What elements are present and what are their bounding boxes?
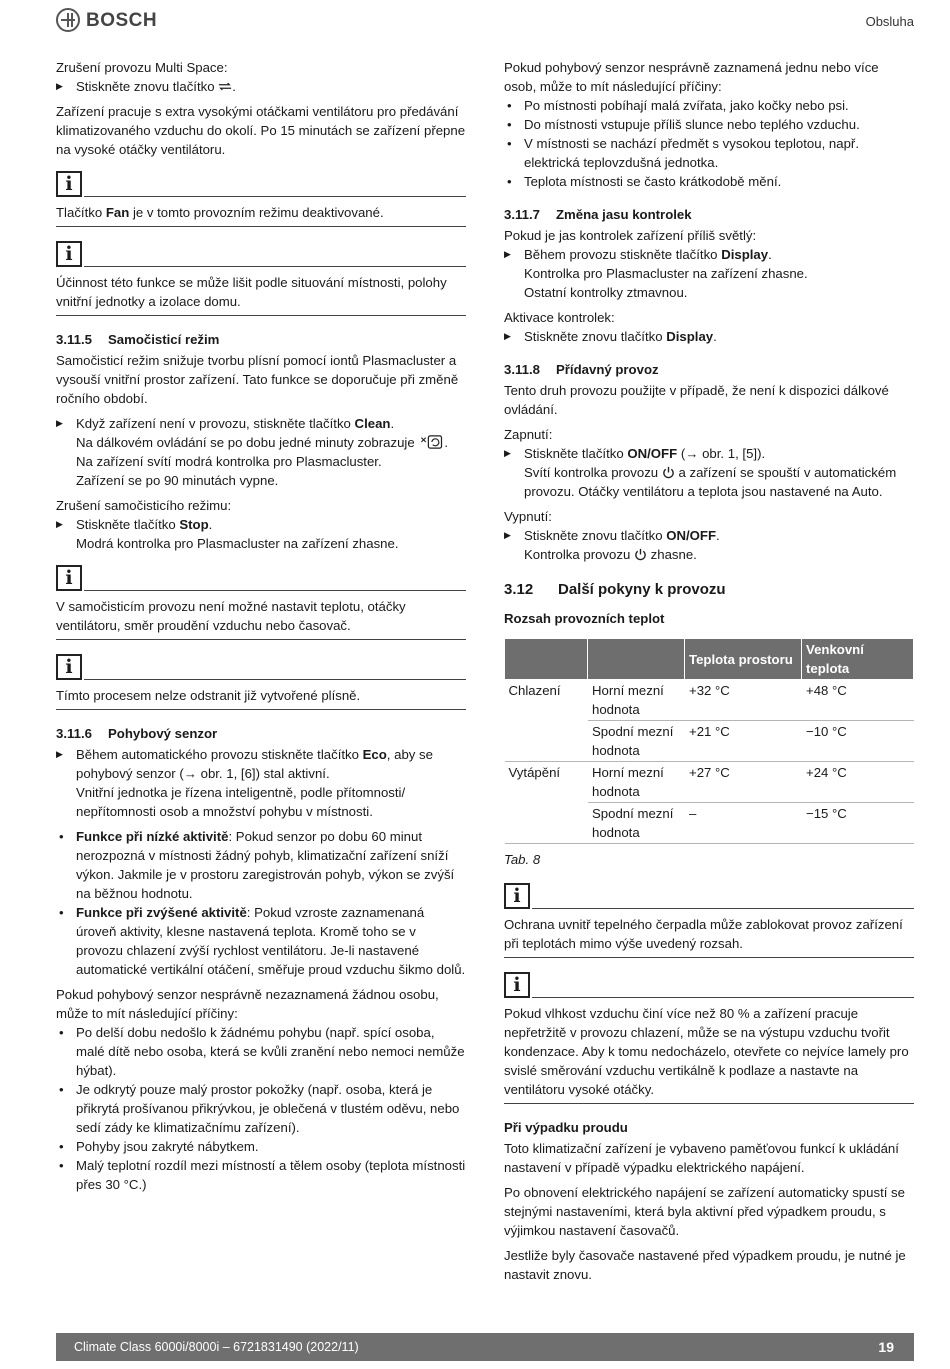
table-cell: Spodní mezní hodnota (588, 721, 685, 762)
info-text: Účinnost této funkce se může lišit podle situování místnosti, polohy vnitřní jednotky a izolace domu. (56, 267, 466, 316)
info-box-protection (504, 883, 914, 958)
power-failure-title: Při výpadku proudu (504, 1120, 628, 1135)
left-column (56, 58, 466, 1200)
power-failure-text: Jestliže byly časovače nastavené před výpadkem proudu, je nutné je nastavit znovu. (504, 1248, 906, 1282)
table-cell: – (685, 803, 802, 844)
info-text: Ochrana uvnitř tepelného čerpadla může zablokovat provoz zařízení při teplotách mimo výše uvedený rozsah. (504, 909, 914, 958)
temperature-range-table (504, 638, 914, 844)
section-heading-3-11-7: 3.11.7 Změna jasu kontrolek (504, 207, 692, 222)
motion-false-intro: Pokud pohybový senzor nesprávně zaznamená jednu nebo více osob, může to mít následující příčiny: (504, 60, 879, 94)
right-column (504, 58, 914, 1290)
brightness-step: ▶ Během provozu stiskněte tlačítko Display. Kontrolka pro Plasmacluster na zařízení zhasne. Ostatní kontrolky ztmavnou. (504, 245, 914, 302)
aux-off-steps (504, 526, 914, 564)
brightness-steps (504, 245, 914, 302)
info-box-mold (56, 654, 466, 710)
section-heading-3-11-8: 3.11.8 Přídavný provoz (504, 362, 659, 377)
table-cell: Horní mezní hodnota (588, 762, 685, 803)
self-clean-intro: Samočisticí režim snižuje tvorbu plísní pomocí iontů Plasmacluster a vysouší vnitřní prostor zařízení. Tato funkce se doporučuje při změně ročního období. (56, 353, 459, 406)
power-icon (662, 466, 675, 479)
power-failure-text: Po obnovení elektrického napájení se zařízení automaticky spustí se stejnými nastaveními, která byla aktivní před výpadkem proudu, s výjimkou nastavení časovačů. (504, 1185, 905, 1238)
table-cell: +24 °C (802, 762, 914, 803)
section-heading-3-12: 3.12 Další pokyny k provozu (504, 581, 726, 598)
motion-false-causes (504, 96, 914, 191)
info-icon: i (504, 883, 530, 909)
table-cell: +21 °C (685, 721, 802, 762)
multispace-cancel-label: Zrušení provozu Multi Space: (56, 60, 228, 75)
table-header-cell: Teplota prostoru (685, 639, 802, 680)
table-header-cell: Venkovní teplota (802, 639, 914, 680)
brightness-activate-label: Aktivace kontrolek: (504, 310, 615, 325)
motion-sensor-steps (56, 745, 466, 821)
brightness-activate-step: ▶ Stiskněte znovu tlačítko Display. (504, 327, 914, 346)
footer-text: Climate Class 6000i/8000i – 6721831490 (2022/11) (74, 1340, 359, 1354)
info-icon: i (56, 565, 82, 591)
table-cell (505, 721, 588, 762)
table-cell: Horní mezní hodnota (588, 680, 685, 721)
table-header-cell (588, 639, 685, 680)
table-cell: Vytápění (505, 762, 588, 803)
power-icon (634, 548, 647, 561)
motion-sensor-functions (56, 827, 466, 979)
info-icon: i (56, 654, 82, 680)
list-item: • Do místnosti vstupuje příliš slunce nebo teplého vzduchu. (504, 115, 914, 134)
table-row (505, 762, 914, 803)
table-cell: +27 °C (685, 762, 802, 803)
section-label: Obsluha (865, 14, 914, 29)
self-clean-cancel-steps (56, 515, 466, 553)
brand-name: BOSCH (86, 9, 158, 31)
section-heading-3-11-5: 3.11.5 Samočisticí režim (56, 332, 220, 347)
page-header (56, 6, 914, 36)
table-row (505, 721, 914, 762)
list-item: • Funkce při zvýšené aktivitě: Pokud vzroste zaznamenaná úroveň aktivity, klesne nastavená teplota. Kromě toho se v provozu chlazení zvýší rychlost ventilátoru. Je-li nastavené automatické vertikální otáčení, směřuje proud vzduchu šikmo dolů. (56, 903, 466, 979)
table-header-row (505, 639, 914, 680)
info-box-efficiency (56, 241, 466, 316)
multispace-button-icon (218, 80, 232, 93)
motion-miss-intro: Pokud pohybový senzor nesprávně nezaznamená žádnou osobu, může to mít následující příčiny: (56, 987, 439, 1021)
aux-off-step: ▶ Stiskněte znovu tlačítko ON/OFF. Kontrolka provozu zhasne. (504, 526, 914, 564)
multispace-text: Zařízení pracuje s extra vysokými otáčkami ventilátoru pro předávání klimatizovaného vzduchu do okolí. Po 15 minutách se zařízení přepne na vysoké otáčky ventilátoru. (56, 104, 466, 157)
page-footer (56, 1333, 914, 1361)
power-failure-text: Toto klimatizační zařízení je vybaveno paměťovou funkcí k ukládání nastavení v případě výpadku elektrického napájení. (504, 1141, 899, 1175)
table-row (505, 680, 914, 721)
info-text: Tímto procesem nelze odstranit již vytvořené plísně. (56, 680, 466, 710)
list-item: • Po delší dobu nedošlo k žádnému pohybu (např. spící osoba, malé dítě nebo osoba, která se kvůli zranění nebo nemoci nemůže hýbat). (56, 1023, 466, 1080)
info-icon: i (56, 171, 82, 197)
info-box-self-clean (56, 565, 466, 640)
table-cell: −15 °C (802, 803, 914, 844)
table-cell: −10 °C (802, 721, 914, 762)
aux-off-label: Vypnutí: (504, 509, 552, 524)
bosch-armature-icon (56, 8, 80, 32)
bosch-logo (56, 8, 157, 32)
page-number: 19 (878, 1339, 894, 1355)
aux-on-step: ▶ Stiskněte tlačítko ON/OFF (→ obr. 1, [5]). Svítí kontrolka provozu a zařízení se spouští v automatickém provozu. Otáčky ventilátoru a teplota jsou nastavené na Auto. (504, 444, 914, 501)
list-item: • V místnosti se nachází předmět s vysokou teplotou, např. elektrická teplovzdušná jednotka. (504, 134, 914, 172)
motion-sensor-step: ▶ Během automatického provozu stiskněte tlačítko Eco, aby se pohybový senzor (→ obr. 1, [6]) stal aktivní. Vnitřní jednotka je řízena inteligentně, podle přítomnosti/ nepřítomnosti osob a množství pohybu v místnosti. (56, 745, 466, 821)
list-item: • Pohyby jsou zakryté nábytkem. (56, 1137, 466, 1156)
self-clean-cancel-label: Zrušení samočisticího režimu: (56, 498, 232, 513)
brightness-intro: Pokud je jas kontrolek zařízení příliš světlý: (504, 228, 757, 243)
self-clean-steps (56, 414, 466, 490)
section-heading-3-11-6: 3.11.6 Pohybový senzor (56, 726, 218, 741)
info-text: V samočisticím provozu není možné nastavit teplotu, otáčky ventilátoru, směr proudění vzduchu nebo časovač. (56, 591, 466, 640)
info-box-fan (56, 171, 466, 227)
table-cell: Chlazení (505, 680, 588, 721)
list-item: • Funkce při nízké aktivitě: Pokud senzor po dobu 60 minut nerozpozná v místnosti žádný pohyb, klimatizační zařízení sníží výkon. Jakmile je v prostoru zaregistrován pohyb, výkon se zvýší na běžnou hodnotu. (56, 827, 466, 903)
self-clean-cancel-step: ▶ Stiskněte tlačítko Stop. Modrá kontrolka pro Plasmacluster na zařízení zhasne. (56, 515, 466, 553)
list-item: • Po místnosti pobíhají malá zvířata, jako kočky nebo psi. (504, 96, 914, 115)
table-cell (505, 803, 588, 844)
aux-on-steps (504, 444, 914, 501)
clean-display-icon (418, 435, 444, 449)
brightness-activate-steps (504, 327, 914, 346)
multispace-step: ▶ Stiskněte znovu tlačítko . (56, 77, 466, 96)
info-box-humidity (504, 972, 914, 1104)
table-caption: Tab. 8 (504, 852, 541, 867)
table-row (505, 803, 914, 844)
multispace-steps (56, 77, 466, 96)
info-icon: i (504, 972, 530, 998)
table-cell: +48 °C (802, 680, 914, 721)
aux-on-label: Zapnutí: (504, 427, 553, 442)
info-text: Pokud vlhkost vzduchu činí více než 80 % a zařízení pracuje nepřetržitě v provozu chlazení, může se na výstupu vzduchu tvořit kondenzace. Aby k tomu nedocházelo, otevřete co nejvíce lamely pro svislé směrování vzduchu vertikálně k podlaze a nastavte na ventilátoru vysoké otáčky. (504, 998, 914, 1104)
list-item: • Teplota místnosti se často krátkodobě mění. (504, 172, 914, 191)
list-item: • Je odkrytý pouze malý prostor pokožky (např. osoba, která je přikrytá prošívanou přikrývkou, je oblečená v tlustém oděvu, nebo sedí zády ke klimatizačnímu zařízení). (56, 1080, 466, 1137)
list-item: • Malý teplotní rozdíl mezi místností a tělem osoby (teplota místnosti přes 30 °C.) (56, 1156, 466, 1194)
table-header-cell (505, 639, 588, 680)
temperature-range-title: Rozsah provozních teplot (504, 611, 665, 626)
info-text: Tlačítko Fan je v tomto provozním režimu deaktivované. (56, 197, 466, 227)
table-cell: Spodní mezní hodnota (588, 803, 685, 844)
info-icon: i (56, 241, 82, 267)
table-cell: +32 °C (685, 680, 802, 721)
self-clean-step: ▶ Když zařízení není v provozu, stiskněte tlačítko Clean. Na dálkovém ovládání se po dobu jedné minuty zobrazuje . Na zařízení svítí modrá kontrolka pro Plasmacluster. Zařízení se po 90 minutách vypne. (56, 414, 466, 490)
motion-miss-causes (56, 1023, 466, 1194)
aux-intro: Tento druh provozu použijte v případě, že není k dispozici dálkové ovládání. (504, 383, 889, 417)
